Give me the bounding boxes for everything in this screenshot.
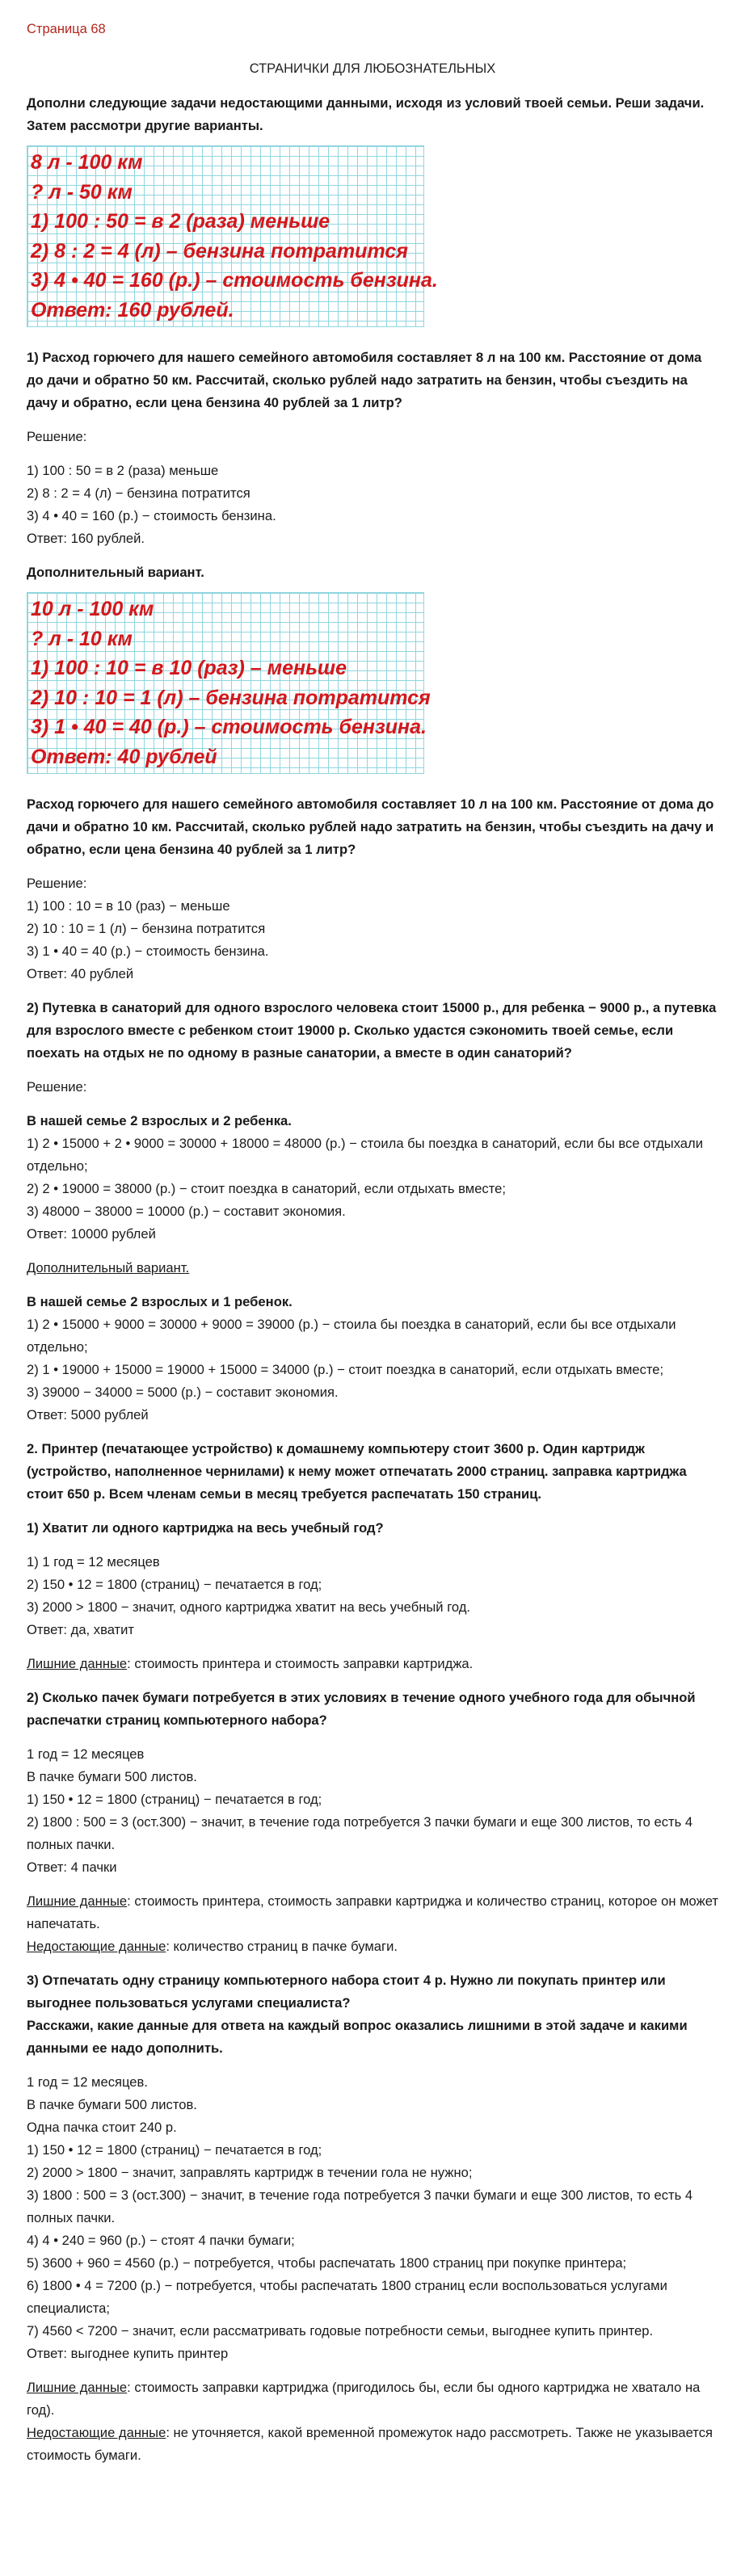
grid-line: 1) 100 : 10 = в 10 (раз) – меньше (31, 657, 347, 679)
solution-label: Решение: (27, 1079, 87, 1095)
answer-line: Ответ: выгоднее купить принтер (27, 2346, 229, 2361)
grid-line: 3) 4 • 40 = 160 (р.) – стоимость бензина. (31, 269, 438, 292)
solution-line: 2) 8 : 2 = 4 (л) − бензина потратится (27, 485, 250, 501)
solution-line: 4) 4 • 240 = 960 (р.) − стоят 4 пачки бумаги; (27, 2233, 295, 2248)
grid-line: 3) 1 • 40 = 40 (р.) – стоимость бензина. (31, 716, 427, 738)
solution-line: 3) 39000 − 34000 = 5000 (р.) − составит экономия. (27, 1385, 339, 1400)
solution-line: 1) 2 • 15000 + 9000 = 30000 + 9000 = 39000 (р.) − стоила бы поездка в санаторий, если бы все отдыхали отдельно; (27, 1317, 676, 1355)
solution-line: 3) 48000 − 38000 = 10000 (р.) − составит экономия. (27, 1204, 346, 1219)
solution-line: 3) 1800 : 500 = 3 (ост.300) − значит, в течение года потребуется 3 пачки бумаги и еще 300 листов, то есть 4 полных пачки. (27, 2187, 693, 2225)
solution-line: 2) 10 : 10 = 1 (л) − бензина потратится (27, 921, 266, 936)
extra-variant-label: Дополнительный вариант. (27, 1260, 190, 1275)
grid-line: ? л - 10 км (31, 627, 133, 650)
solution-line: 6) 1800 • 4 = 7200 (р.) − потребуется, чтобы распечатать 1800 страниц если воспользоваться услугами специалиста; (27, 2278, 667, 2316)
grid-solution-2 (27, 592, 431, 774)
answer-line: Ответ: 160 рублей. (27, 531, 145, 546)
grid-line: 2) 8 : 2 = 4 (л) – бензина потратится (31, 239, 408, 263)
solution-line: 1) 2 • 15000 + 2 • 9000 = 30000 + 18000 = 48000 (р.) − стоила бы поездка в санаторий, если бы все отдыхали отдельно; (27, 1136, 703, 1174)
page-number: Страница 68 (27, 22, 106, 36)
extra-data-text: : стоимость принтера, стоимость заправки картриджа и количество страниц, которое он может напечатать. (27, 1893, 718, 1931)
intro-text: Дополни следующие задачи недостающими данными, исходя из условий твоей семьи. Реши задачи. Затем рассмотри другие варианты. (27, 95, 705, 133)
solution-line: 2) 1800 : 500 = 3 (ост.300) − значит, в течение года потребуется 3 пачки бумаги и еще 300 листов, то есть 4 полных пачки. (27, 1814, 693, 1852)
solution-line: 2) 2000 > 1800 − значит, заправлять картридж в течении гола не нужно; (27, 2165, 473, 2180)
missing-data-text: : не уточняется, какой временной промежуток надо рассмотреть. Также не указывается стоимость бумаги. (27, 2425, 713, 2463)
extra-variant-label: Дополнительный вариант. (27, 565, 204, 580)
solution-line: 3) 1 • 40 = 40 (р.) − стоимость бензина. (27, 943, 269, 959)
extra-data-label: Лишние данные (27, 1656, 128, 1671)
answer-line: Ответ: 4 пачки (27, 1860, 117, 1875)
solution-line: 3) 2000 > 1800 − значит, одного картриджа хватит на весь учебный год. (27, 1599, 471, 1615)
task1b-text: Расход горючего для нашего семейного автомобиля составляет 10 л на 100 км. Расстояние от дома до дачи и обратно 10 км. Рассчитай, сколько рублей надо затратить на бензин, чтобы съездить на дачу и обратно, если цена бензина 40 рублей за 1 литр? (27, 796, 714, 857)
solution-line: 1 год = 12 месяцев (27, 1746, 145, 1762)
solution-line: 2) 1 • 19000 + 15000 = 19000 + 15000 = 34000 (р.) − стоит поездка в санаторий, если отдыхать вместе; (27, 1362, 664, 1377)
extra-data-label: Лишние данные (27, 2380, 128, 2395)
solution-label: Решение: (27, 876, 87, 891)
solution-line: 1) 100 : 10 = в 10 (раз) − меньше (27, 898, 230, 914)
extra-data-note (27, 1890, 718, 1935)
grid-line: 10 л - 100 км (31, 598, 154, 620)
section-title: СТРАНИЧКИ ДЛЯ ЛЮБОЗНАТЕЛЬНЫХ (249, 61, 496, 76)
extra-data-note (27, 1653, 718, 1675)
solution-line: 3) 4 • 40 = 160 (р.) − стоимость бензина. (27, 508, 276, 523)
solution-line: В пачке бумаги 500 листов. (27, 1769, 197, 1784)
solution-line: 2) 2 • 19000 = 38000 (р.) − стоит поездка в санаторий, если отдыхать вместе; (27, 1181, 506, 1196)
grid-line: 8 л - 100 км (31, 151, 143, 174)
task3-text: 2. Принтер (печатающее устройство) к домашнему компьютеру стоит 3600 р. Один картридж (устройство, наполненное чернилами) к нему может отпечатать 2000 страниц. заправка картриджа стоит 650 р. Всем членам семьи в месяц требуется распечатать 150 страниц. (27, 1441, 687, 1502)
missing-data-note (27, 1935, 718, 1958)
grid-solution-1 (27, 145, 438, 327)
grid-line: Ответ: 160 рублей. (31, 298, 234, 321)
extra-data-text: : стоимость принтера и стоимость заправки картриджа. (127, 1656, 474, 1671)
extra-data-note (27, 2376, 718, 2422)
solution-line: 7) 4560 < 7200 − значит, если рассматривать годовые потребности семьи, выгоднее купить принтер. (27, 2323, 654, 2339)
solution-line: 1) 1 год = 12 месяцев (27, 1554, 160, 1570)
extra-data-label: Лишние данные (27, 1893, 128, 1909)
family2-title: В нашей семье 2 взрослых и 1 ребенок. (27, 1294, 293, 1309)
solution-line: 1) 150 • 12 = 1800 (страниц) − печатается в год; (27, 2142, 322, 2158)
task2-text: 2) Путевка в санаторий для одного взрослого человека стоит 15000 р., для ребенка − 9000 р., а путевка для взрослого вместе с ребенком стоит 19000 р. Сколько удастся сэкономить твоей семье, если поехать на отдых не по одному в разные санатории, а вместе в один санаторий? (27, 1000, 717, 1061)
grid-line: Ответ: 40 рублей (31, 745, 217, 768)
solution-label: Решение: (27, 429, 87, 444)
solution-line: 2) 150 • 12 = 1800 (страниц) − печатается в год; (27, 1577, 322, 1592)
task3-question-2: 2) Сколько пачек бумаги потребуется в этих условиях в течение одного учебного года для обычной распечатки страниц компьютерного набора? (27, 1690, 696, 1728)
solution-line: 5) 3600 + 960 = 4560 (р.) − потребуется, чтобы распечатать 1800 страниц при покупке принтера; (27, 2255, 627, 2271)
answer-line: Ответ: 40 рублей (27, 966, 134, 981)
missing-data-label: Недостающие данные (27, 2425, 166, 2440)
grid-line: 1) 100 : 50 = в 2 (раза) меньше (31, 210, 330, 233)
answer-line: Ответ: 5000 рублей (27, 1407, 149, 1422)
missing-data-text: : количество страниц в пачке бумаги. (166, 1939, 398, 1954)
task3-question-3b: Расскажи, какие данные для ответа на каждый вопрос оказались лишними в этой задаче и какими данными ее надо дополнить. (27, 2018, 688, 2056)
solution-line: 1) 150 • 12 = 1800 (страниц) − печатается в год; (27, 1792, 322, 1807)
task1-text: 1) Расход горючего для нашего семейного автомобиля составляет 8 л на 100 км. Расстояние от дома до дачи и обратно 50 км. Рассчитай, сколько рублей надо затратить на бензин, чтобы съездить на дачу и обратно, если цена бензина 40 рублей за 1 литр? (27, 350, 702, 410)
task3-question-3: 3) Отпечатать одну страницу компьютерного набора стоит 4 р. Нужно ли покупать принтер или выгоднее пользоваться услугами специалиста? (27, 1973, 666, 2011)
solution-line: В пачке бумаги 500 листов. (27, 2097, 197, 2112)
answer-line: Ответ: да, хватит (27, 1622, 135, 1637)
missing-data-note (27, 2422, 718, 2467)
task3-question-1: 1) Хватит ли одного картриджа на весь учебный год? (27, 1520, 384, 1536)
extra-data-text: : стоимость заправки картриджа (пригодилось бы, если бы одного картриджа не хватало на год). (27, 2380, 701, 2418)
family1-title: В нашей семье 2 взрослых и 2 ребенка. (27, 1113, 292, 1128)
grid-line: ? л - 50 км (31, 180, 133, 204)
solution-line: Одна пачка стоит 240 р. (27, 2120, 177, 2135)
missing-data-label: Недостающие данные (27, 1939, 166, 1954)
solution-line: 1) 100 : 50 = в 2 (раза) меньше (27, 463, 219, 478)
solution-line: 1 год = 12 месяцев. (27, 2074, 148, 2090)
grid-line: 2) 10 : 10 = 1 (л) – бензина потратится (31, 686, 431, 709)
answer-line: Ответ: 10000 рублей (27, 1226, 156, 1242)
